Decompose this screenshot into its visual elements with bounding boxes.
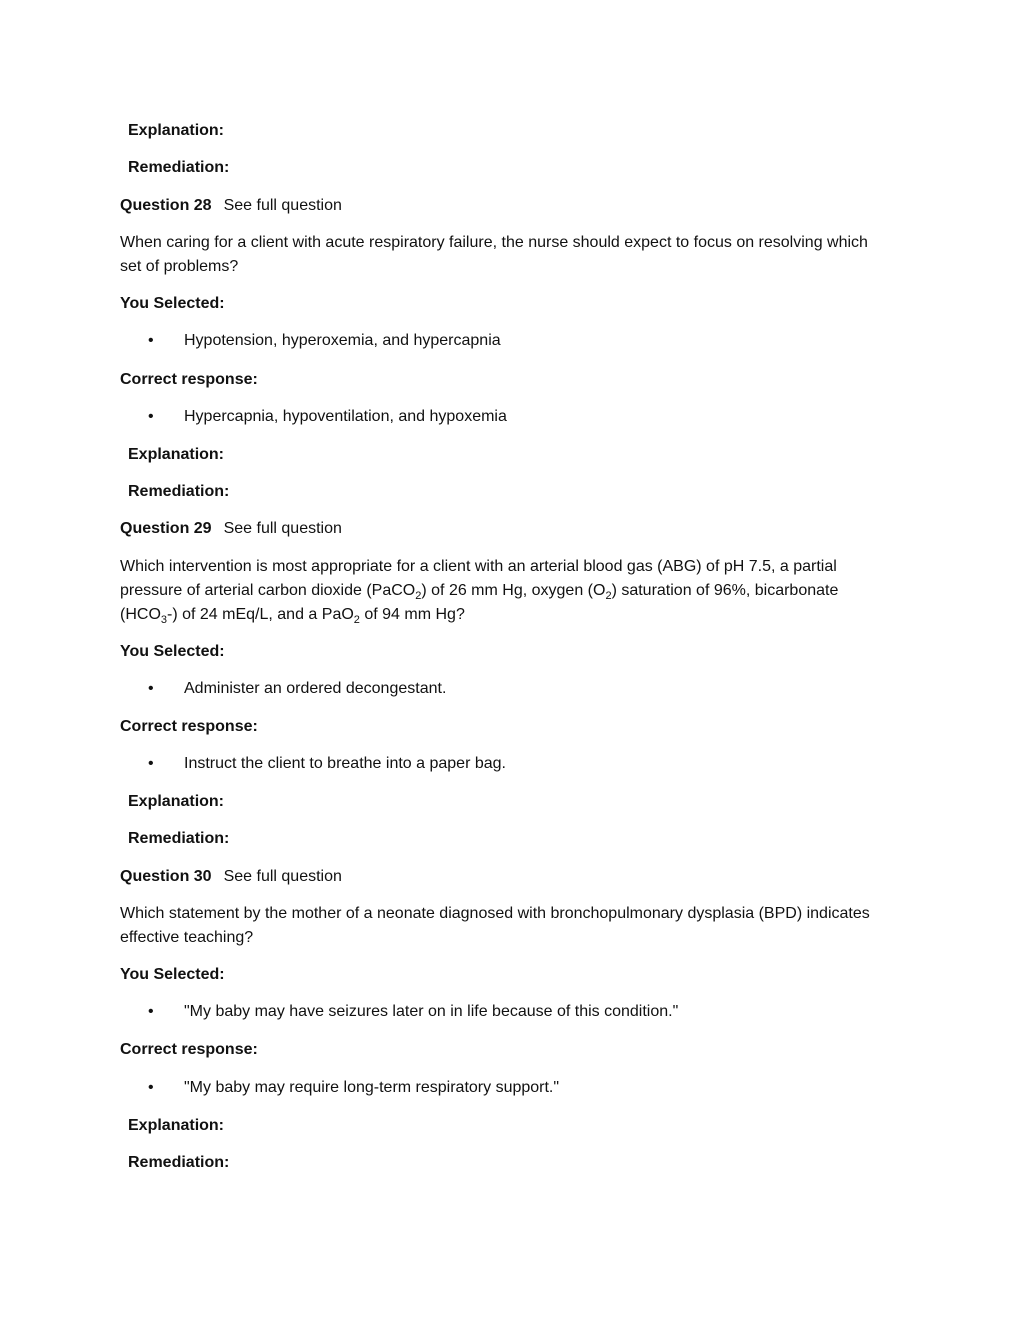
see-full-question-link[interactable]: See full question bbox=[223, 520, 342, 537]
selected-answer-text: "My baby may have seizures later on in life because of this condition." bbox=[184, 1003, 679, 1020]
remediation-label: Remediation: bbox=[128, 830, 230, 847]
correct-answer bbox=[148, 1077, 559, 1099]
you-selected-label: You Selected: bbox=[120, 966, 225, 983]
selected-answer bbox=[148, 678, 446, 700]
selected-answer bbox=[148, 1001, 678, 1023]
question-header bbox=[120, 518, 342, 540]
you-selected-label: You Selected: bbox=[120, 643, 225, 660]
explanation-label: Explanation: bbox=[128, 122, 225, 139]
question-title: Question 30 bbox=[120, 868, 212, 885]
selected-answer-text: Administer an ordered decongestant. bbox=[184, 680, 447, 697]
correct-answer-text: "My baby may require long-term respiratory support." bbox=[184, 1079, 560, 1096]
correct-answer-text: Hypercapnia, hypoventilation, and hypoxemia bbox=[184, 408, 507, 425]
bullet-icon: • bbox=[148, 332, 154, 349]
correct-answer-text: Instruct the client to breathe into a paper bag. bbox=[184, 755, 506, 772]
bullet-icon: • bbox=[148, 408, 154, 425]
bullet-icon: • bbox=[148, 1079, 154, 1096]
explanation-label: Explanation: bbox=[128, 1117, 225, 1134]
selected-answer-text: Hypotension, hyperoxemia, and hypercapnia bbox=[184, 332, 501, 349]
explanation-label: Explanation: bbox=[128, 793, 225, 810]
question-header bbox=[120, 866, 342, 888]
question-title: Question 29 bbox=[120, 520, 212, 537]
see-full-question-link[interactable]: See full question bbox=[223, 197, 342, 214]
remediation-label: Remediation: bbox=[128, 1154, 230, 1171]
correct-answer bbox=[148, 406, 507, 428]
explanation-label: Explanation: bbox=[128, 446, 225, 463]
correct-answer bbox=[148, 753, 506, 775]
remediation-label: Remediation: bbox=[128, 159, 230, 176]
question-text: Which statement by the mother of a neonate diagnosed with bronchopulmonary dysplasia (BPD) indicates effective teaching? bbox=[120, 905, 870, 946]
you-selected-label: You Selected: bbox=[120, 295, 225, 312]
see-full-question-link[interactable]: See full question bbox=[223, 868, 342, 885]
question-text: When caring for a client with acute respiratory failure, the nurse should expect to focus on resolving which set of problems? bbox=[120, 234, 868, 275]
question-title: Question 28 bbox=[120, 197, 212, 214]
correct-response-label: Correct response: bbox=[120, 718, 258, 735]
bullet-icon: • bbox=[148, 755, 154, 772]
remediation-label: Remediation: bbox=[128, 483, 230, 500]
question-text: Which intervention is most appropriate for a client with an arterial blood gas (ABG) of pH 7.5, a partial pressure of arterial carbon dioxide (PaCO$_2$) of 26 mm Hg, oxygen $(O_2)$ saturation of 96%, bicarbonate $(HCO_3-)$ of 24 mEq/L, and a PaO$_2$ of 94 mm Hg? bbox=[120, 558, 839, 627]
question-header bbox=[120, 195, 342, 217]
bullet-icon: • bbox=[148, 680, 154, 697]
bullet-icon: • bbox=[148, 1003, 154, 1020]
correct-response-label: Correct response: bbox=[120, 1041, 258, 1058]
correct-response-label: Correct response: bbox=[120, 371, 258, 388]
selected-answer bbox=[148, 330, 501, 352]
